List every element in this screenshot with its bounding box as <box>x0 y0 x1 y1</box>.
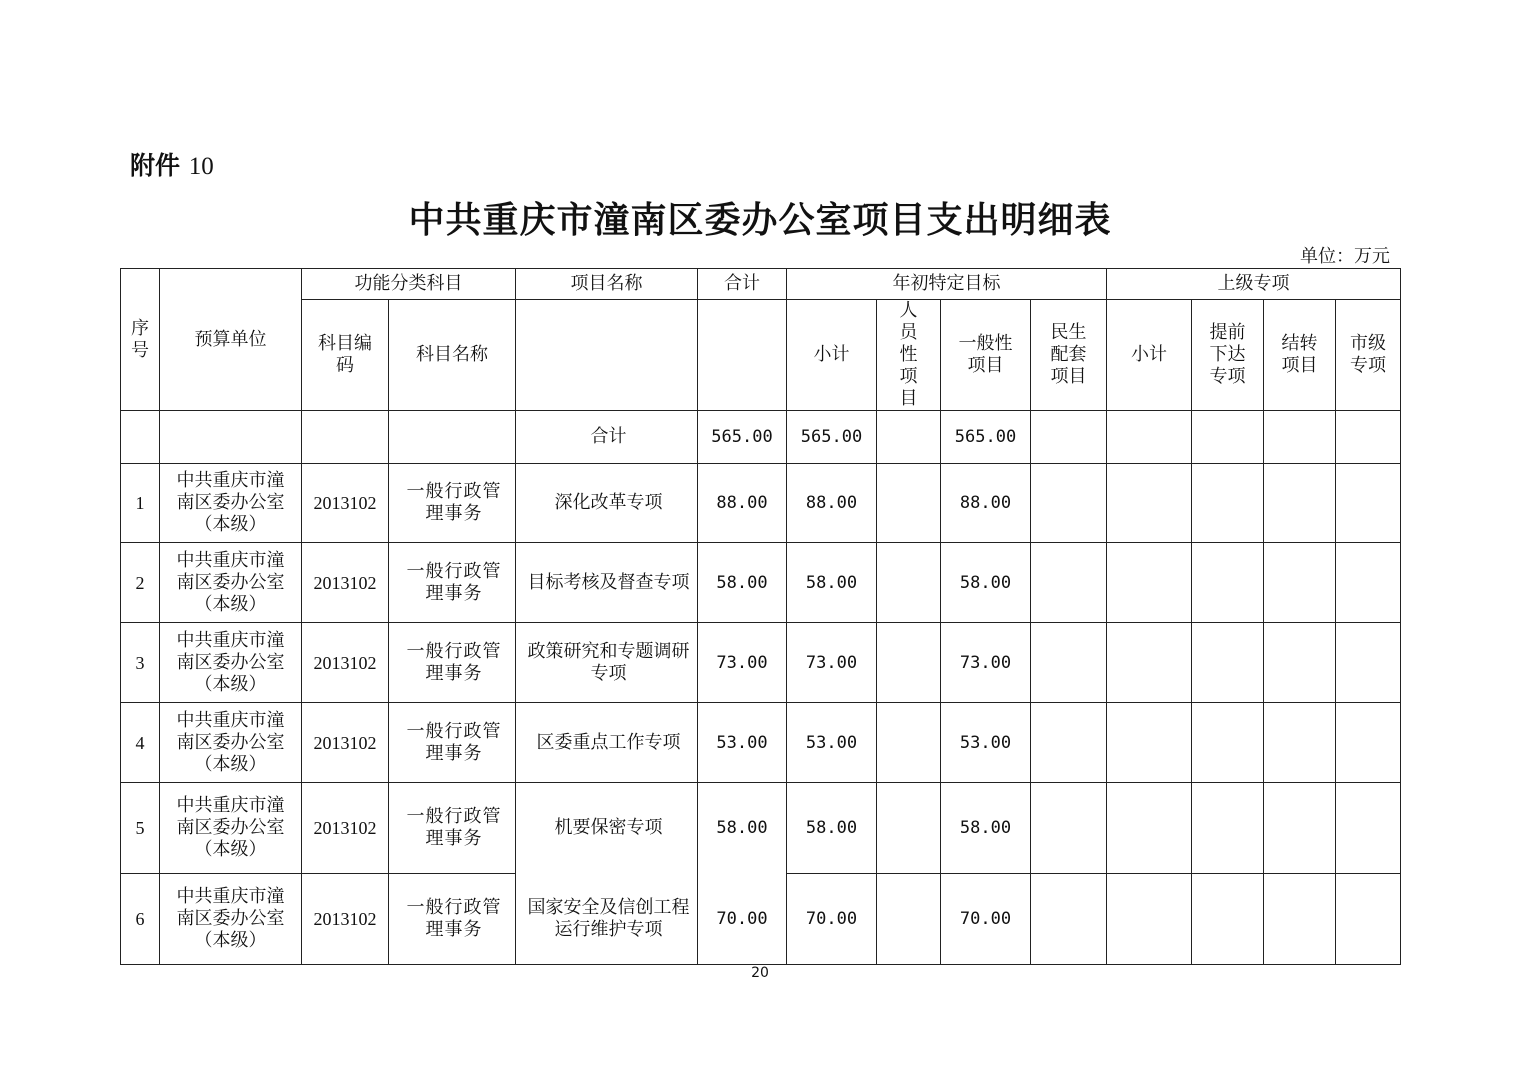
row-carryover-blank <box>1264 623 1336 703</box>
row-budget-unit: 中共重庆市潼南区委办公室（本级） <box>160 464 302 543</box>
row-sup-subtotal-blank <box>1107 464 1192 543</box>
row-sup-subtotal-blank <box>1107 543 1192 623</box>
row-budget-unit: 中共重庆市潼南区委办公室（本级） <box>160 783 302 874</box>
header-sup-subtotal: 小计 <box>1107 300 1192 411</box>
row-seq: 2 <box>121 543 160 623</box>
total-label: 合计 <box>516 411 698 464</box>
row-annual-subtotal: 58.00 <box>787 543 877 623</box>
row-total: 58.00 <box>698 543 787 623</box>
row-sup-subtotal-blank <box>1107 783 1192 874</box>
row-municipal-blank <box>1336 783 1401 874</box>
header-carryover: 结转项目 <box>1264 300 1336 411</box>
row-budget-unit: 中共重庆市潼南区委办公室（本级） <box>160 543 302 623</box>
row-advance-blank <box>1192 874 1264 965</box>
total-advance-blank <box>1192 411 1264 464</box>
row-advance-blank <box>1192 783 1264 874</box>
header-personnel: 人员性项目 <box>877 300 941 411</box>
row-livelihood-blank <box>1031 703 1107 783</box>
total-subject-blank <box>389 411 516 464</box>
table-row <box>121 464 1401 543</box>
total-unit-blank <box>160 411 302 464</box>
row-municipal-blank <box>1336 623 1401 703</box>
header-total: 合计 <box>698 269 787 300</box>
row-annual-subtotal: 88.00 <box>787 464 877 543</box>
row-general: 53.00 <box>941 703 1031 783</box>
row-advance-blank <box>1192 703 1264 783</box>
header-row-2 <box>121 300 1401 411</box>
row-total: 70.00 <box>698 874 787 965</box>
header-advance: 提前下达专项 <box>1192 300 1264 411</box>
table-row <box>121 783 1401 874</box>
row-general: 58.00 <box>941 543 1031 623</box>
row-seq: 6 <box>121 874 160 965</box>
row-advance-blank <box>1192 464 1264 543</box>
row-sup-subtotal-blank <box>1107 703 1192 783</box>
row-project-name: 目标考核及督查专项 <box>516 543 698 623</box>
row-seq: 1 <box>121 464 160 543</box>
header-seq: 序号 <box>121 269 160 411</box>
row-subject-name: 一般行政管理事务 <box>389 703 516 783</box>
total-seq-blank <box>121 411 160 464</box>
header-total-blank <box>698 300 787 411</box>
header-budget-unit: 预算单位 <box>160 269 302 411</box>
total-carryover-blank <box>1264 411 1336 464</box>
header-annual-target: 年初特定目标 <box>787 269 1107 300</box>
row-total: 53.00 <box>698 703 787 783</box>
row-livelihood-blank <box>1031 874 1107 965</box>
header-municipal: 市级专项 <box>1336 300 1401 411</box>
table-row <box>121 623 1401 703</box>
header-project-name-blank <box>516 300 698 411</box>
row-subject-code: 2013102 <box>302 703 389 783</box>
attachment-label <box>130 146 214 182</box>
header-superior: 上级专项 <box>1107 269 1401 300</box>
row-subject-name: 一般行政管理事务 <box>389 464 516 543</box>
row-budget-unit: 中共重庆市潼南区委办公室（本级） <box>160 874 302 965</box>
row-subject-name: 一般行政管理事务 <box>389 783 516 874</box>
row-subject-code: 2013102 <box>302 874 389 965</box>
header-func-class: 功能分类科目 <box>302 269 516 300</box>
row-annual-subtotal: 53.00 <box>787 703 877 783</box>
row-subject-code: 2013102 <box>302 783 389 874</box>
header-livelihood: 民生配套项目 <box>1031 300 1107 411</box>
row-subject-name: 一般行政管理事务 <box>389 623 516 703</box>
header-row-1 <box>121 269 1401 300</box>
row-sup-subtotal-blank <box>1107 874 1192 965</box>
total-personnel-blank <box>877 411 941 464</box>
page-number: 20 <box>751 965 769 981</box>
attachment-number: 10 <box>188 153 214 180</box>
row-carryover-blank <box>1264 464 1336 543</box>
row-project-name: 国家安全及信创工程运行维护专项 <box>516 874 698 965</box>
table-row <box>121 543 1401 623</box>
row-personnel-blank <box>877 703 941 783</box>
unit-label: 单位：万元 <box>1300 246 1390 267</box>
table-row <box>121 703 1401 783</box>
row-general: 70.00 <box>941 874 1031 965</box>
row-municipal-blank <box>1336 464 1401 543</box>
row-subject-code: 2013102 <box>302 543 389 623</box>
row-carryover-blank <box>1264 703 1336 783</box>
total-code-blank <box>302 411 389 464</box>
total-sup-subtotal-blank <box>1107 411 1192 464</box>
row-project-name: 区委重点工作专项 <box>516 703 698 783</box>
row-general: 73.00 <box>941 623 1031 703</box>
row-municipal-blank <box>1336 874 1401 965</box>
row-seq: 5 <box>121 783 160 874</box>
row-advance-blank <box>1192 623 1264 703</box>
row-subject-code: 2013102 <box>302 623 389 703</box>
row-carryover-blank <box>1264 783 1336 874</box>
header-annual-subtotal: 小计 <box>787 300 877 411</box>
row-sup-subtotal-blank <box>1107 623 1192 703</box>
header-general: 一般性项目 <box>941 300 1031 411</box>
project-expense-table <box>120 268 1401 965</box>
total-municipal-blank <box>1336 411 1401 464</box>
row-personnel-blank <box>877 783 941 874</box>
row-seq: 3 <box>121 623 160 703</box>
row-subject-name: 一般行政管理事务 <box>389 874 516 965</box>
total-general: 565.00 <box>941 411 1031 464</box>
row-project-name: 政策研究和专题调研专项 <box>516 623 698 703</box>
row-carryover-blank <box>1264 543 1336 623</box>
header-subject-code: 科目编码 <box>302 300 389 411</box>
row-subject-code: 2013102 <box>302 464 389 543</box>
row-total: 58.00 <box>698 783 787 874</box>
row-budget-unit: 中共重庆市潼南区委办公室（本级） <box>160 623 302 703</box>
total-livelihood-blank <box>1031 411 1107 464</box>
row-budget-unit: 中共重庆市潼南区委办公室（本级） <box>160 703 302 783</box>
row-annual-subtotal: 73.00 <box>787 623 877 703</box>
row-project-name: 机要保密专项 <box>516 783 698 874</box>
total-row <box>121 411 1401 464</box>
row-seq: 4 <box>121 703 160 783</box>
row-total: 73.00 <box>698 623 787 703</box>
row-annual-subtotal: 70.00 <box>787 874 877 965</box>
row-annual-subtotal: 58.00 <box>787 783 877 874</box>
row-personnel-blank <box>877 464 941 543</box>
row-subject-name: 一般行政管理事务 <box>389 543 516 623</box>
row-project-name: 深化改革专项 <box>516 464 698 543</box>
row-total: 88.00 <box>698 464 787 543</box>
header-project-name: 项目名称 <box>516 269 698 300</box>
table-row <box>121 874 1401 965</box>
row-personnel-blank <box>877 874 941 965</box>
attachment-text: 附件 <box>130 151 181 180</box>
row-advance-blank <box>1192 543 1264 623</box>
row-personnel-blank <box>877 623 941 703</box>
row-general: 58.00 <box>941 783 1031 874</box>
row-livelihood-blank <box>1031 623 1107 703</box>
row-livelihood-blank <box>1031 464 1107 543</box>
row-municipal-blank <box>1336 543 1401 623</box>
document-title: 中共重庆市潼南区委办公室项目支出明细表 <box>408 199 1112 241</box>
total-annual-subtotal: 565.00 <box>787 411 877 464</box>
row-carryover-blank <box>1264 874 1336 965</box>
row-municipal-blank <box>1336 703 1401 783</box>
row-livelihood-blank <box>1031 783 1107 874</box>
row-general: 88.00 <box>941 464 1031 543</box>
total-amount: 565.00 <box>698 411 787 464</box>
header-subject-name: 科目名称 <box>389 300 516 411</box>
row-livelihood-blank <box>1031 543 1107 623</box>
row-personnel-blank <box>877 543 941 623</box>
